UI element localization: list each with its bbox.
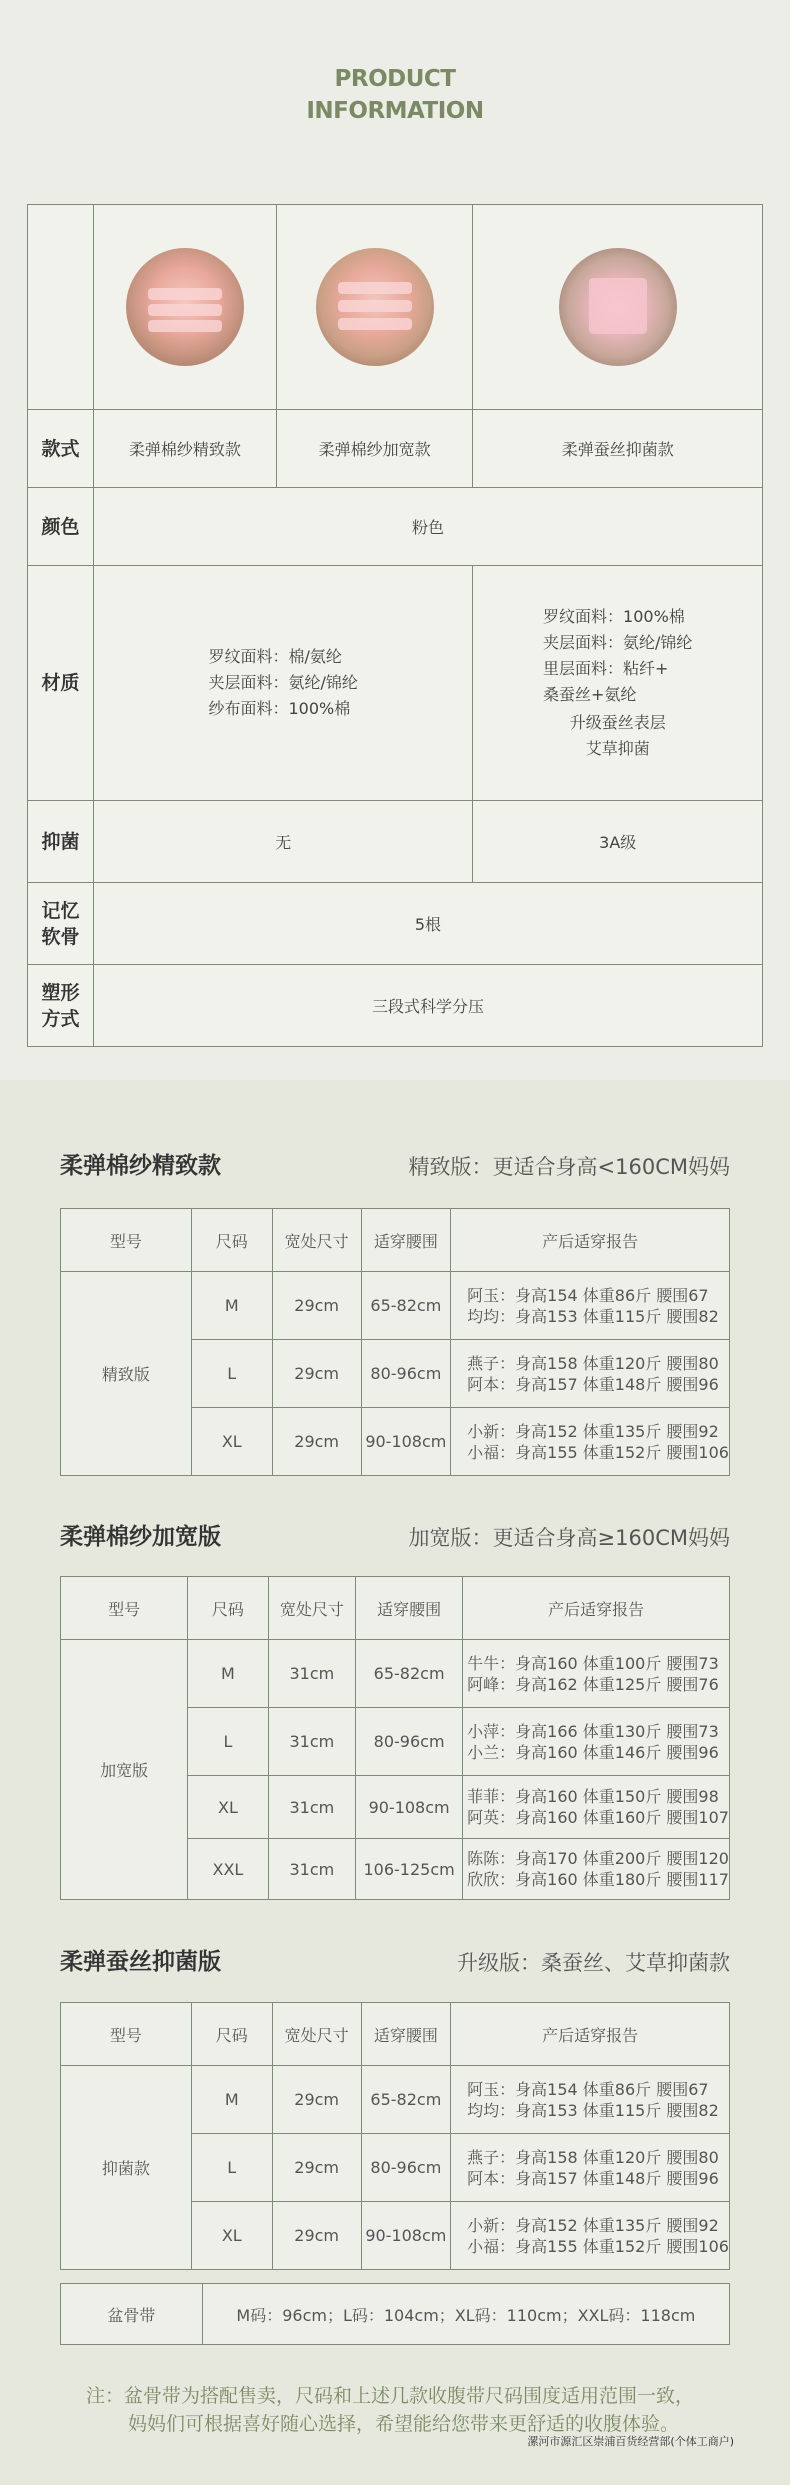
product-image-cell — [276, 205, 473, 410]
column-header: 尺码 — [191, 2003, 272, 2066]
waist-cell: 80-96cm — [361, 1340, 451, 1408]
column-header: 适穿腰围 — [361, 1209, 451, 1272]
seller-name: 漯河市源汇区崇浦百货经营部(个体工商户) — [527, 2435, 734, 2448]
report-line: 阿峰：身高162 体重125斤 腰围76 — [467, 1674, 719, 1694]
column-header: 产后适穿报告 — [451, 2003, 730, 2066]
material-row — [28, 566, 763, 801]
style-name: 柔弹棉纱精致款 — [93, 410, 276, 488]
report-cell — [463, 1776, 730, 1839]
size-table-widened — [60, 1576, 730, 1900]
size-cell: XL — [191, 2202, 272, 2270]
model-cell: 抑菌款 — [61, 2066, 192, 2270]
column-header: 适穿腰围 — [361, 2003, 451, 2066]
row-label: 材质 — [28, 566, 94, 801]
style-name: 柔弹棉纱加宽款 — [276, 410, 473, 488]
shaping-value: 三段式科学分压 — [93, 965, 762, 1047]
report-line: 燕子：身高158 体重120斤 腰围80 — [467, 1353, 719, 1373]
section-subtitle: 升级版：桑蚕丝、艾草抑菌款 — [457, 1951, 730, 1975]
page-title-line1: PRODUCT — [334, 66, 456, 92]
row-label: 款式 — [28, 410, 94, 488]
size-table-refined — [60, 1208, 730, 1476]
report-cell — [451, 1408, 730, 1476]
size-cell: L — [191, 1340, 272, 1408]
report-line: 菲菲：身高160 体重150斤 腰围98 — [467, 1787, 719, 1806]
report-line: 均均：身高153 体重115斤 腰围82 — [467, 1306, 719, 1326]
memory-bone-value: 5根 — [93, 883, 762, 965]
report-line: 阿玉：身高154 体重86斤 腰围67 — [467, 1285, 709, 1305]
waist-cell: 65-82cm — [356, 1640, 463, 1708]
section-title: 柔弹蚕丝抑菌版 — [60, 1949, 221, 1975]
row-label: 颜色 — [28, 488, 94, 566]
material-cell — [473, 566, 763, 801]
report-cell — [451, 2202, 730, 2270]
product-image-widened — [316, 248, 434, 366]
column-header: 尺码 — [191, 1209, 272, 1272]
waist-cell: 90-108cm — [356, 1776, 463, 1839]
style-name: 柔弹蚕丝抑菌款 — [473, 410, 763, 488]
column-header: 宽处尺寸 — [268, 1577, 355, 1640]
memory-bone-row — [28, 883, 763, 965]
column-header: 型号 — [61, 1209, 192, 1272]
column-header: 宽处尺寸 — [272, 1209, 361, 1272]
page-title-line2: INFORMATION — [306, 98, 484, 124]
width-cell: 29cm — [272, 2066, 361, 2134]
report-cell — [451, 1340, 730, 1408]
width-cell: 29cm — [272, 1272, 361, 1340]
report-line: 均均：身高153 体重115斤 腰围82 — [467, 2100, 719, 2120]
column-header: 尺码 — [188, 1577, 268, 1640]
product-image-cell — [93, 205, 276, 410]
report-line: 阿本：身高157 体重148斤 腰围96 — [467, 1374, 719, 1394]
width-cell: 29cm — [272, 2202, 361, 2270]
note-line: 妈妈们可根据喜好随心选择，希望能给您带来更舒适的收腹体验。 — [128, 2413, 680, 2435]
report-line: 小萍：身高166 体重130斤 腰围73 — [467, 1721, 719, 1741]
pelvis-sizes: M码：96cm；L码：104cm；XL码：110cm；XXL码：118cm — [202, 2284, 729, 2345]
section-subtitle: 加宽版：更适合身高≥160CM妈妈 — [408, 1526, 730, 1550]
report-line: 小兰：身高160 体重146斤 腰围96 — [467, 1742, 719, 1762]
width-cell: 31cm — [268, 1776, 355, 1839]
report-line: 小新：身高152 体重135斤 腰围92 — [467, 1421, 719, 1441]
waist-cell: 90-108cm — [361, 2202, 451, 2270]
report-line: 陈陈：身高170 体重200斤 腰围120 — [467, 1849, 729, 1868]
size-cell: M — [188, 1640, 268, 1708]
size-cell: XL — [188, 1776, 268, 1839]
table-header-row — [61, 2003, 730, 2066]
material-line: 罗纹面料：棉/氨纶 — [208, 647, 342, 666]
antibacterial-value: 3A级 — [473, 801, 763, 883]
row-label: 记忆软骨 — [41, 899, 80, 948]
report-line: 牛牛：身高160 体重100斤 腰围73 — [467, 1653, 719, 1673]
shaping-row — [28, 965, 763, 1047]
material-line: 桑蚕丝+氨纶 — [543, 685, 637, 704]
report-line: 燕子：身高158 体重120斤 腰围80 — [467, 2147, 719, 2167]
column-header: 产后适穿报告 — [451, 1209, 730, 1272]
size-cell: M — [191, 1272, 272, 1340]
size-cell: L — [188, 1708, 268, 1776]
material-line: 纱布面料：100%棉 — [208, 699, 351, 718]
material-list — [543, 604, 692, 762]
column-header: 适穿腰围 — [356, 1577, 463, 1640]
report-cell — [463, 1640, 730, 1708]
waist-cell: 80-96cm — [361, 2134, 451, 2202]
width-cell: 31cm — [268, 1640, 355, 1708]
color-row — [28, 488, 763, 566]
style-row — [28, 410, 763, 488]
report-cell — [451, 1272, 730, 1340]
report-line: 阿本：身高157 体重148斤 腰围96 — [467, 2168, 719, 2188]
width-cell: 29cm — [272, 2134, 361, 2202]
waist-cell: 65-82cm — [361, 1272, 451, 1340]
report-cell — [463, 1839, 730, 1900]
pelvis-belt-table — [60, 2283, 730, 2345]
waist-cell: 106-125cm — [356, 1839, 463, 1900]
size-cell: XXL — [188, 1839, 268, 1900]
material-line: 夹层面料：氨纶/锦纶 — [543, 633, 693, 652]
material-line: 升级蚕丝表层 — [569, 713, 666, 732]
table-row — [61, 2066, 730, 2134]
material-list — [209, 644, 358, 722]
material-cell — [93, 566, 473, 801]
table-header-row — [61, 1209, 730, 1272]
material-line: 里层面料：粘纤+ — [543, 659, 669, 678]
report-line: 小福：身高155 体重152斤 腰围106 — [467, 2236, 729, 2256]
report-line: 小新：身高152 体重135斤 腰围92 — [467, 2215, 719, 2235]
size-table-silk — [60, 2002, 730, 2270]
info-section — [0, 0, 790, 1080]
model-cell: 加宽版 — [61, 1640, 188, 1900]
section-title: 柔弹棉纱加宽版 — [60, 1524, 221, 1550]
width-cell: 29cm — [272, 1340, 361, 1408]
waist-cell: 80-96cm — [356, 1708, 463, 1776]
product-image-cell — [473, 205, 763, 410]
product-image-refined — [126, 248, 244, 366]
waist-cell: 65-82cm — [361, 2066, 451, 2134]
table-row — [61, 1640, 730, 1708]
size-cell: M — [191, 2066, 272, 2134]
antibacterial-row — [28, 801, 763, 883]
pelvis-label: 盆骨带 — [61, 2284, 203, 2345]
section-subtitle: 精致版：更适合身高<160CM妈妈 — [408, 1155, 730, 1179]
antibacterial-value: 无 — [93, 801, 473, 883]
section-title: 柔弹棉纱精致款 — [60, 1153, 221, 1179]
material-line: 夹层面料：氨纶/锦纶 — [208, 673, 358, 692]
table-row — [61, 1272, 730, 1340]
width-cell: 31cm — [268, 1839, 355, 1900]
size-cell: XL — [191, 1408, 272, 1476]
table-header-row — [61, 1577, 730, 1640]
product-image-silk — [559, 248, 677, 366]
width-cell: 31cm — [268, 1708, 355, 1776]
image-row — [28, 205, 763, 410]
column-header: 型号 — [61, 2003, 192, 2066]
report-line: 小福：身高155 体重152斤 腰围106 — [467, 1442, 729, 1462]
column-header: 型号 — [61, 1577, 188, 1640]
row-label: 抑菌 — [28, 801, 94, 883]
color-value: 粉色 — [93, 488, 762, 566]
waist-cell: 90-108cm — [361, 1408, 451, 1476]
material-line: 罗纹面料：100%棉 — [543, 607, 685, 626]
width-cell: 29cm — [272, 1408, 361, 1476]
report-cell — [451, 2066, 730, 2134]
report-line: 欣欣：身高160 体重180斤 腰围117 — [467, 1870, 729, 1889]
table-row — [61, 2284, 730, 2345]
material-line: 艾草抑菌 — [585, 739, 650, 758]
column-header: 宽处尺寸 — [272, 2003, 361, 2066]
report-cell — [451, 2134, 730, 2202]
model-cell: 精致版 — [61, 1272, 192, 1476]
size-cell: L — [191, 2134, 272, 2202]
note-line: 注：盆骨带为搭配售卖，尺码和上述几款收腹带尺码围度适用范围一致， — [86, 2385, 695, 2407]
report-line: 阿英：身高160 体重160斤 腰围107 — [467, 1808, 729, 1827]
product-info-table — [27, 204, 763, 1047]
column-header: 产后适穿报告 — [463, 1577, 730, 1640]
row-label: 塑形方式 — [41, 981, 80, 1030]
report-cell — [463, 1708, 730, 1776]
report-line: 阿玉：身高154 体重86斤 腰围67 — [467, 2079, 709, 2099]
